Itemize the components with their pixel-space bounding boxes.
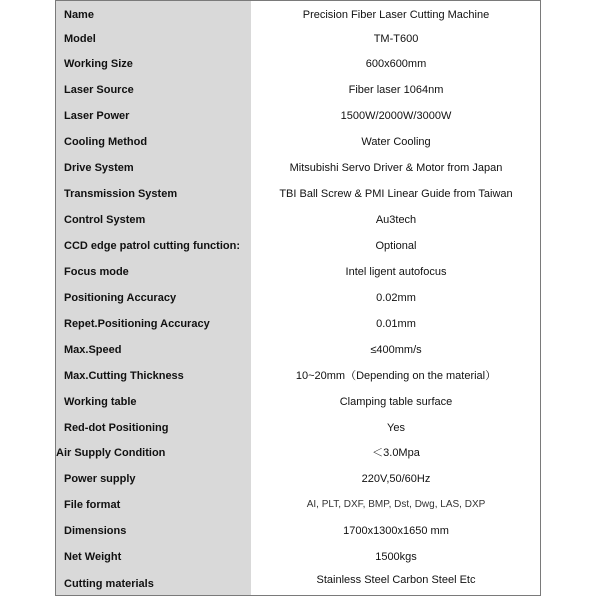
spec-value: 1500W/2000W/3000W [340,110,452,122]
spec-label: Focus mode [64,266,129,278]
spec-value: Clamping table surface [339,396,453,408]
spec-row-working-table [56,389,540,415]
spec-label: Dimensions [64,525,127,537]
spec-value: 220V,50/60Hz [361,473,431,485]
spec-value: TM-T600 [373,33,419,45]
spec-value: AI, PLT, DXF, BMP, Dst, Dwg, LAS, DXP [306,499,486,510]
spec-row-dimensions [56,518,540,544]
spec-label: Max.Cutting Thickness [64,370,184,382]
spec-value: ≤400mm/s [370,344,422,356]
spec-label: Control System [64,214,146,226]
spec-row-cutting-materials [56,567,540,593]
spec-value: 600x600mm [365,58,427,70]
spec-value: Mitsubishi Servo Driver & Motor from Japan [289,162,503,174]
spec-row-name [56,2,540,28]
spec-label: Repet.Positioning Accuracy [64,318,210,330]
spec-label: CCD edge patrol cutting function: [64,240,240,252]
spec-row-ccd-edge-patrol [56,233,540,259]
spec-label: Power supply [64,473,136,485]
spec-value: 0.01mm [376,318,416,330]
spec-row-power-supply [56,466,540,492]
spec-value: Yes [387,422,405,434]
spec-label: Positioning Accuracy [64,292,177,304]
spec-row-positioning-accuracy [56,285,540,311]
spec-label: Name [64,9,94,21]
spec-label: Drive System [64,162,134,174]
spec-row-working-size [56,51,540,77]
spec-value: 1500kgs [375,551,417,563]
spec-row-max-speed [56,337,540,363]
spec-row-focus-mode [56,259,540,285]
spec-value: 10~20mm（Depending on the material） [295,370,497,382]
spec-table [55,0,541,596]
spec-label: Working Size [64,58,133,70]
spec-label: Laser Source [64,84,134,96]
spec-value: ＜3.0Mpa [372,447,420,459]
spec-label: Laser Power [64,110,130,122]
spec-row-cooling-method [56,129,540,155]
spec-value: Au3tech [375,214,417,226]
spec-label: Cutting materials [64,578,154,590]
spec-row-laser-power [56,103,540,129]
spec-value: Optional [375,240,417,252]
spec-label: Working table [64,396,137,408]
spec-label: Model [64,33,96,45]
spec-value: Fiber laser 1064nm [348,84,444,96]
spec-value: Intel ligent autofocus [345,266,447,278]
spec-value: Stainless Steel Carbon Steel Etc [316,574,476,586]
spec-row-control-system [56,207,540,233]
spec-label: Transmission System [64,188,178,200]
spec-value: TBI Ball Screw & PMI Linear Guide from Taiwan [279,188,513,200]
spec-value: 1700x1300x1650 mm [343,525,449,537]
spec-row-transmission-system [56,181,540,207]
spec-value: Water Cooling [361,136,431,148]
spec-value: Precision Fiber Laser Cutting Machine [302,9,490,21]
spec-label: Max.Speed [64,344,122,356]
spec-row-file-format [56,492,540,518]
spec-row-max-cutting-thickness [56,363,540,389]
spec-label: Red-dot Positioning [64,422,169,434]
spec-label: Air Supply Condition [56,447,166,459]
spec-row-repeat-positioning-accuracy [56,311,540,337]
spec-row-laser-source [56,77,540,103]
spec-row-drive-system [56,155,540,181]
spec-value: 0.02mm [376,292,416,304]
spec-row-model [56,26,540,52]
spec-label: Net Weight [64,551,122,563]
spec-row-air-supply-condition [56,440,540,466]
spec-row-red-dot-positioning [56,415,540,441]
spec-label: Cooling Method [64,136,148,148]
spec-label: File format [64,499,121,511]
